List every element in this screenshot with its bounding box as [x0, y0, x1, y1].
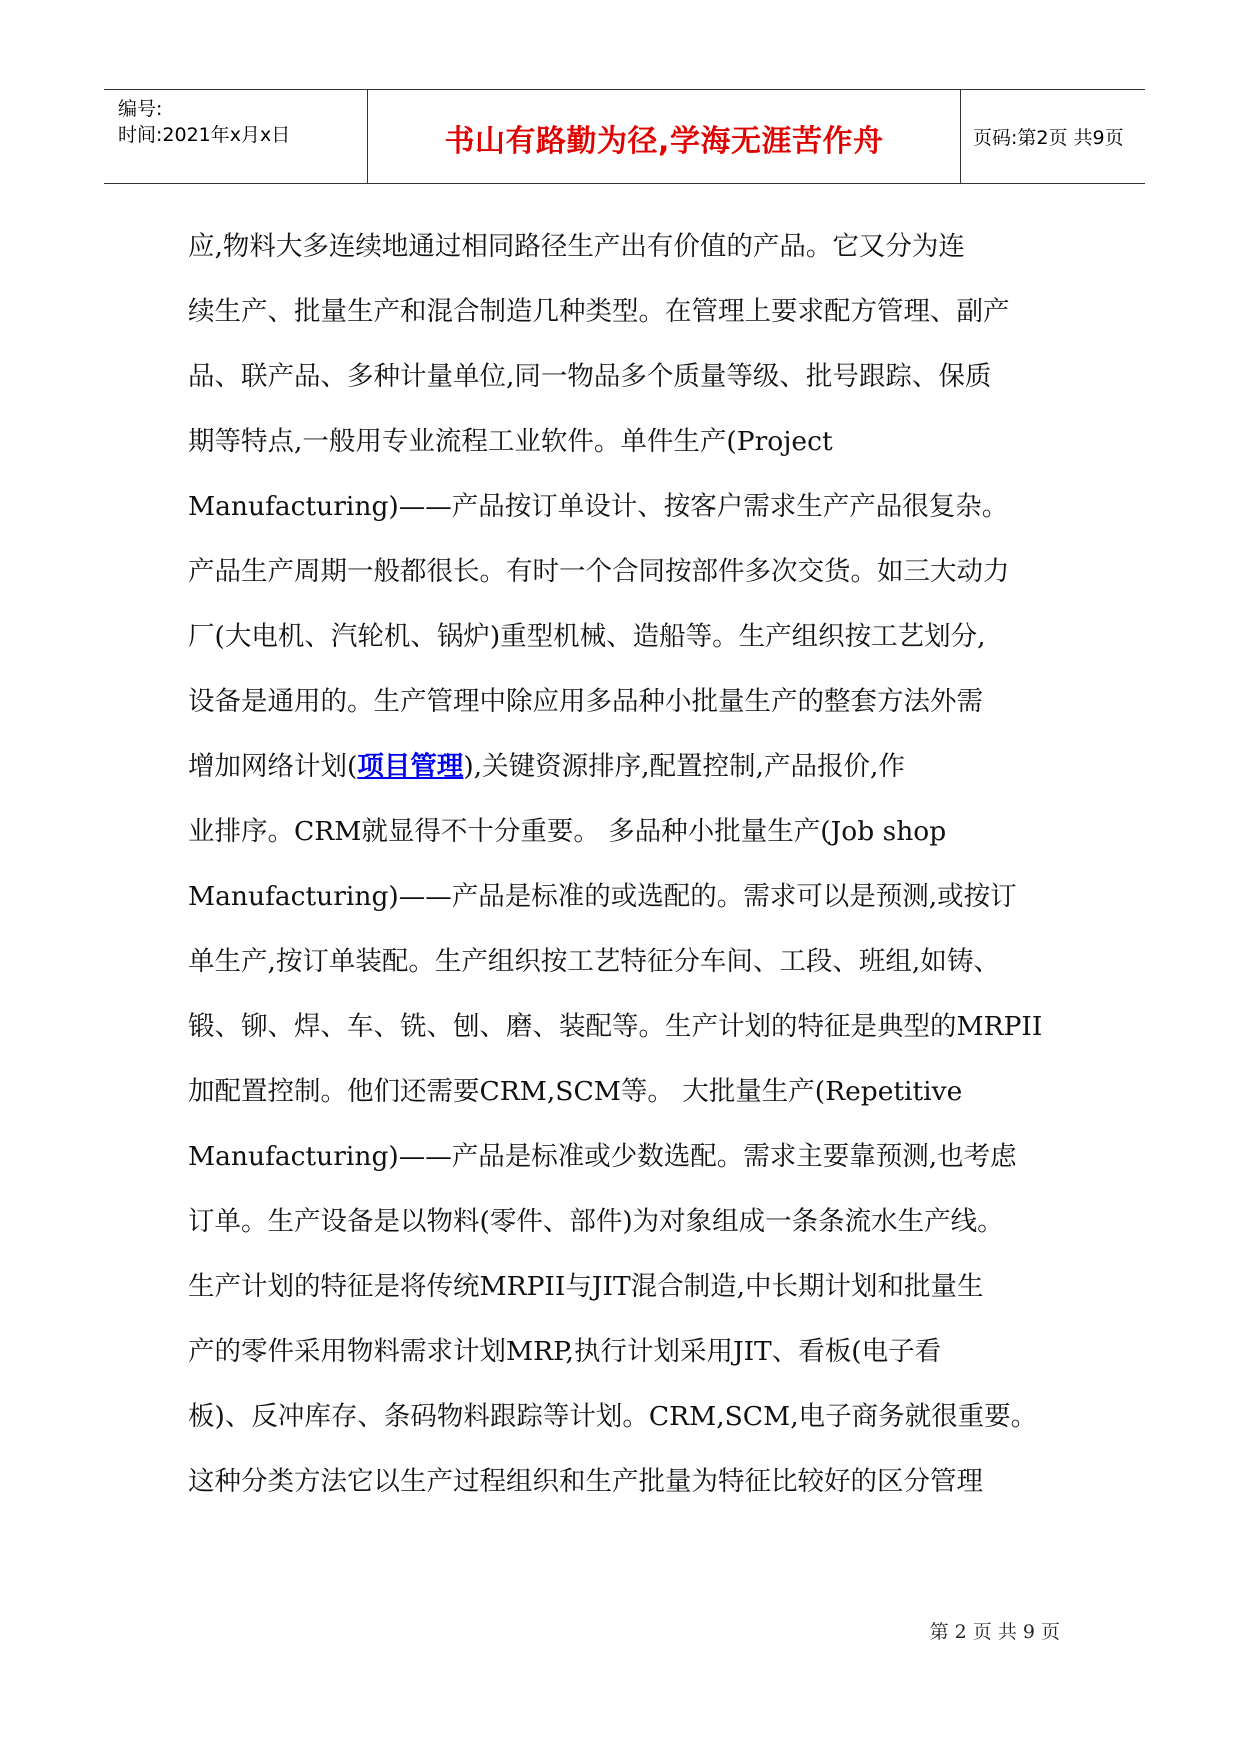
text-line: 生产计划的特征是将传统MRPII与JIT混合制造,中长期计划和批量生 — [188, 1271, 984, 1302]
doc-number-label: 编号: — [118, 98, 163, 120]
text-line: 厂(大电机、汽轮机、锅炉)重型机械、造船等。生产组织按工艺划分, — [188, 621, 986, 652]
body-text — [188, 214, 1083, 1514]
time-label: 时间:2021年x月x日 — [118, 124, 291, 146]
text-line: 设备是通用的。生产管理中除应用多品种小批量生产的整套方法外需 — [188, 686, 983, 717]
text-line: Manufacturing)——产品按订单设计、按客户需求生产产品很复杂。 — [188, 491, 1009, 522]
text-line: 期等特点,一般用专业流程工业软件。单件生产(Project — [188, 426, 833, 457]
text-line: 加配置控制。他们还需要CRM,SCM等。 大批量生产(Repetitive — [188, 1076, 963, 1107]
text-line: 板)、反冲库存、条码物料跟踪等计划。CRM,SCM,电子商务就很重要。 — [188, 1401, 1038, 1432]
motto: 书山有路勤为径,学海无涯苦作舟 — [444, 124, 884, 159]
text-line: 业排序。CRM就显得不十分重要。 多品种小批量生产(Job shop — [188, 816, 947, 847]
link-line-suffix: ),关键资源排序,配置控制,产品报价,作 — [463, 751, 905, 782]
page-code: 页码:第2页 共9页 — [973, 127, 1124, 149]
page-footer: 第 2 页 共 9 页 — [929, 1621, 1060, 1643]
header-right-cell — [961, 90, 1145, 183]
page-header — [104, 89, 1145, 184]
project-management-link[interactable]: 项目管理 — [357, 751, 464, 782]
text-line-with-link — [188, 734, 1083, 799]
text-line: 这种分类方法它以生产过程组织和生产批量为特征比较好的区分管理 — [188, 1466, 983, 1497]
text-line: 单生产,按订单装配。生产组织按工艺特征分车间、工段、班组,如铸、 — [188, 946, 1000, 977]
header-left-cell — [104, 90, 368, 183]
text-line: 锻、铆、焊、车、铣、刨、磨、装配等。生产计划的特征是典型的MRPII — [188, 1011, 1043, 1042]
text-line: 产品生产周期一般都很长。有时一个合同按部件多次交货。如三大动力 — [188, 556, 1010, 587]
text-line: 品、联产品、多种计量单位,同一物品多个质量等级、批号跟踪、保质 — [188, 361, 992, 392]
text-line: 订单。生产设备是以物料(零件、部件)为对象组成一条条流水生产线。 — [188, 1206, 1004, 1237]
text-line: Manufacturing)——产品是标准的或选配的。需求可以是预测,或按订 — [188, 881, 1017, 912]
text-line: Manufacturing)——产品是标准或少数选配。需求主要靠预测,也考虑 — [188, 1141, 1017, 1172]
link-line-prefix: 增加网络计划( — [188, 751, 358, 782]
text-line: 应,物料大多连续地通过相同路径生产出有价值的产品。它又分为连 — [188, 231, 965, 262]
text-line: 产的零件采用物料需求计划MRP,执行计划采用JIT、看板(电子看 — [188, 1336, 942, 1367]
header-middle-cell — [368, 90, 961, 183]
text-line: 续生产、批量生产和混合制造几种类型。在管理上要求配方管理、副产 — [188, 296, 1010, 327]
